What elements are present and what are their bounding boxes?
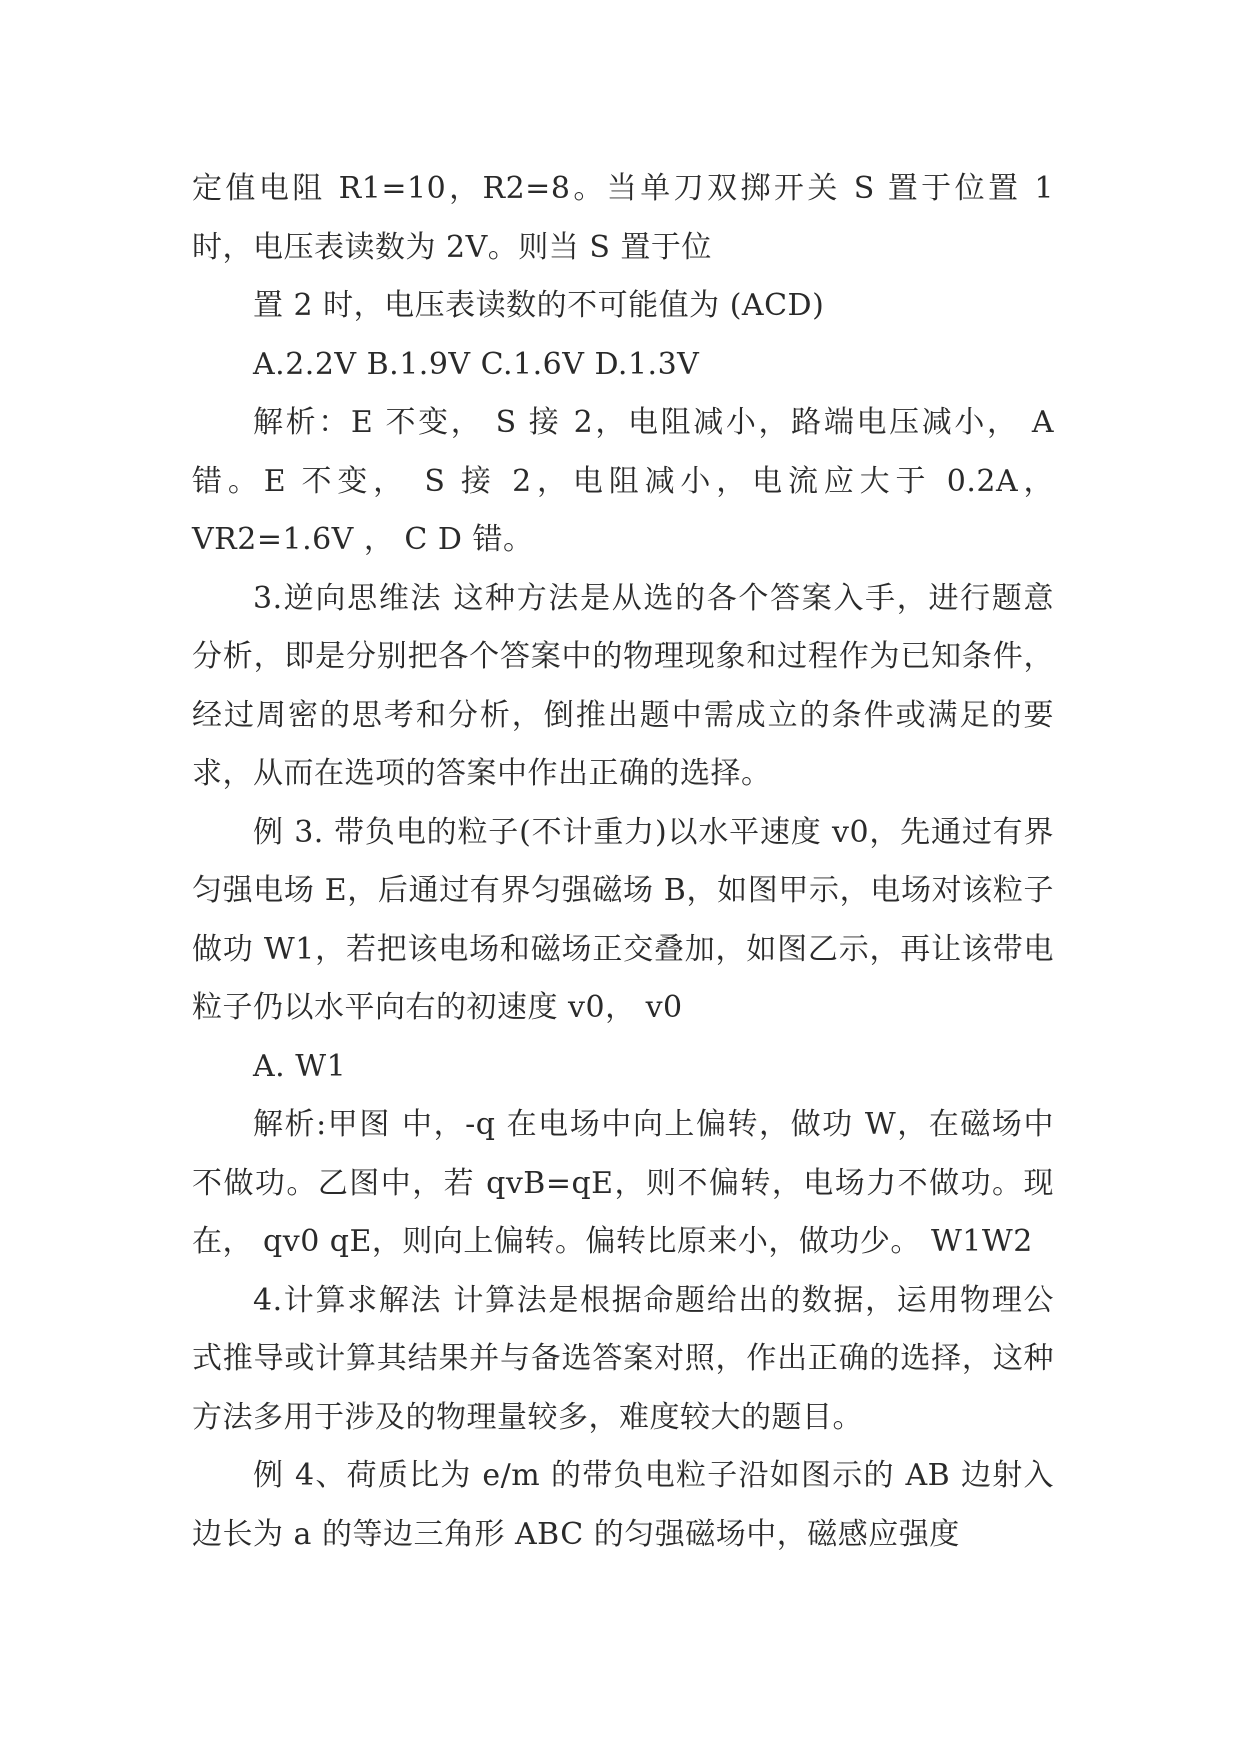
paragraph-analysis-2: 解析:甲图 中，-q 在电场中向上偏转，做功 W，在磁场中不做功。乙图中，若 qvB=qE，则不偏转，电场力不做功。现在， qv0 qE，则向上偏转。偏转比原来小，做功少。 W1W2	[192, 1107, 1054, 1259]
paragraph-circuit-problem: 定值电阻 R1=10，R2=8。当单刀双掷开关 S 置于位置 1 时，电压表读数为 2V。则当 S 置于位	[192, 171, 1054, 265]
paragraph-method-4: 4.计算求解法 计算法是根据命题给出的数据，运用物理公式推导或计算其结果并与备选答案对照，作出正确的选择，这种方法多用于涉及的物理量较多，难度较大的题目。	[192, 1282, 1054, 1435]
paragraph-options: A.2.2V B.1.9V C.1.6V D.1.3V	[253, 346, 700, 382]
paragraph-example-3: 例 3. 带负电的粒子(不计重力)以水平速度 v0，先通过有界匀强电场 E，后通过有界匀强磁场 B，如图甲示，电场对该粒子做功 W1，若把该电场和磁场正交叠加，如图乙示，再让该带电粒子仍以水平向右的初速度 v0， v0	[192, 814, 1054, 1025]
paragraph-question: 置 2 时，电压表读数的不可能值为 (ACD)	[253, 288, 825, 323]
paragraph-example-4: 例 4、荷质比为 e/m 的带负电粒子沿如图示的 AB 边射入边长为 a 的等边三角形 ABC 的匀强磁场中，磁感应强度	[192, 1458, 1054, 1552]
paragraph-method-3: 3.逆向思维法 这种方法是从选的各个答案入手，进行题意分析，即是分别把各个答案中的物理现象和过程作为已知条件，经过周密的思考和分析，倒推出题中需成立的条件或满足的要求，从而在选项的答案中作出正确的选择。	[192, 580, 1054, 791]
paragraph-option-a: A. W1	[253, 1048, 347, 1084]
paragraph-analysis-1: 解析：E 不变， S 接 2，电阻减小，路端电压减小， A 错。E 不变， S 接 2，电阻减小，电流应大于 0.2A，VR2=1.6V ， C D 错。	[192, 405, 1054, 557]
document-body	[192, 160, 1054, 1564]
